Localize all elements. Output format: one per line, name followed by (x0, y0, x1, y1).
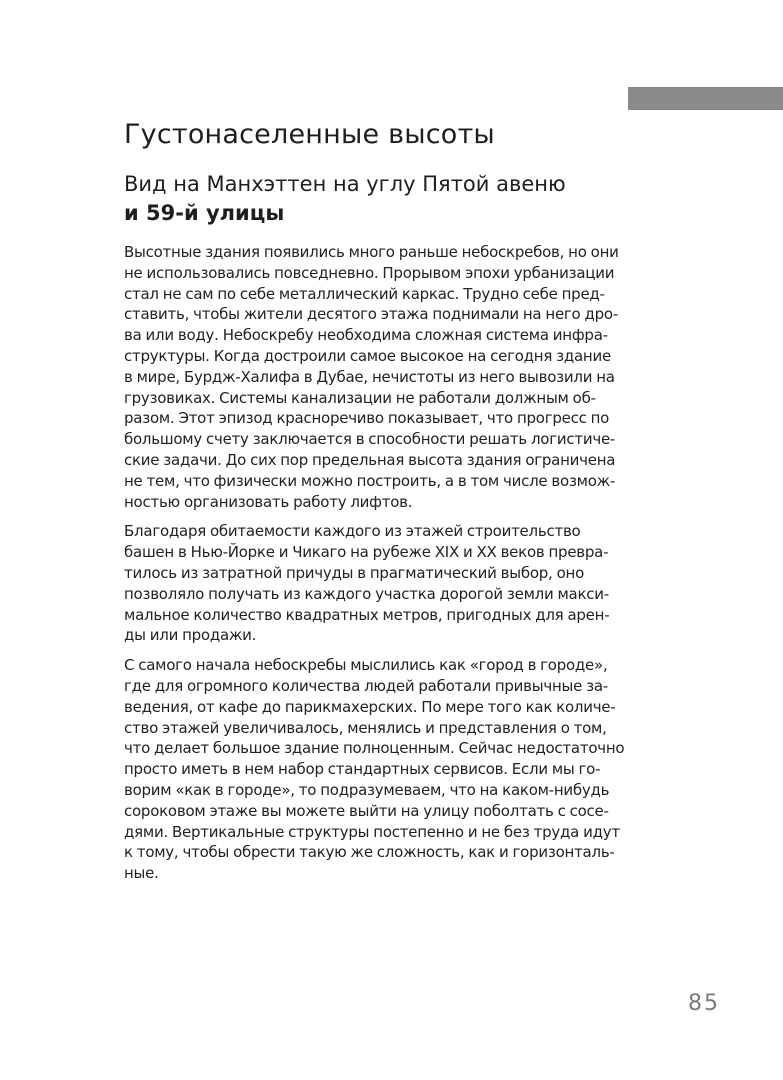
chapter-marker-bar (628, 87, 783, 110)
section-subtitle (124, 170, 566, 228)
subtitle-line-2: и 59-й улицы (124, 201, 285, 225)
paragraph-3: С самого начала небоскребы мыслились как «город в городе», где для огромного количества людей работали привычные за- ведения, от кафе до парикмахерских. По мере того как количе- ство этажей увеличивалось, менялись и представления о том, что делает большое здание полноценным. Сейчас недостаточно просто иметь в нем набор стандартных сервисов. Если мы го- ворим «как в городе», то подразумеваем, что на каком-нибудь сороковом этаже вы можете выйти на улицу поболтать с сосе- дями. Вертикальные структуры постепенно и не без труда идут к тому, чтобы обрести такую же сложность, как и горизонталь- ные. (124, 656, 625, 883)
body-text (124, 242, 670, 893)
subtitle-line-1: Вид на Манхэттен на углу Пятой авеню (124, 172, 566, 196)
chapter-title: Густонаселенные высоты (124, 119, 495, 150)
paragraph-2: Благодаря обитаемости каждого из этажей строительство башен в Нью-Йорке и Чикаго на рубеже XIX и XX веков превра- тилось из затратной причуды в прагматический выбор, оно позволяло получать из каждого участка дорогой земли макси- мальное количество квадратных метров, пригодных для арен- ды или продажи. (124, 522, 610, 645)
paragraph-1: Высотные здания появились много раньше небоскребов, но они не использовались повседневно. Прорывом эпохи урбанизации стал не сам по себе металлический каркас. Трудно себе пред- ставить, чтобы жители десятого этажа поднимали на него дро- ва или воду. Небоскребу необходима сложная система инфра- структуры. Когда достроили самое высокое на сегодня здание в мире, Бурдж-Халифа в Дубае, нечистоты из него вывозили на грузовиках. Системы канализации не работали должным об- разом. Этот эпизод красноречиво показывает, что прогресс по большому счету заключается в способности решать логистиче- ские задачи. До сих пор предельная высота здания ограничена не тем, что физически можно построить, а в том числе возмож- ностью организовать работу лифтов. (124, 243, 619, 511)
page-number: 85 (688, 991, 720, 1016)
